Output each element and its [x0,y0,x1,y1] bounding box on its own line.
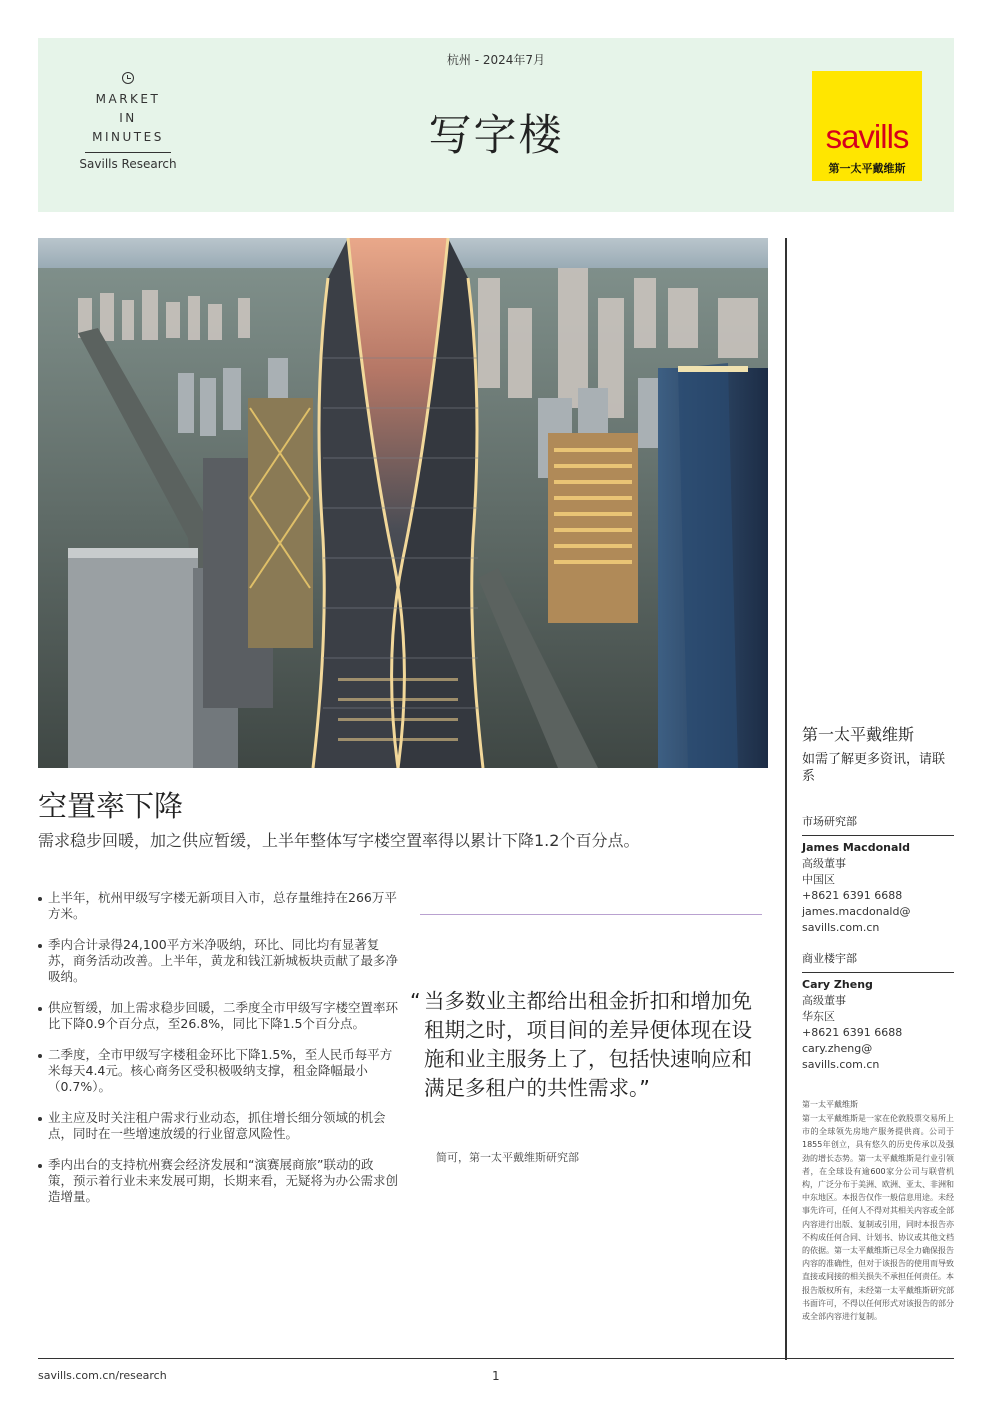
contact-phone: +8621 6391 6688 [802,1026,903,1039]
contact-sidebar [802,722,954,1323]
department-heading: 市场研究部 [802,813,954,836]
savills-logo-cn: 第一太平戴维斯 [828,162,906,175]
clock-icon [122,72,134,84]
key-points-list [38,890,398,1220]
contact-region: 华东区 [802,1010,835,1023]
quote-text: 当多数业主都给出租金折扣和增加免租期之时，项目间的差异便体现在设施和业主服务上了，包括快速响应和满足多租户的共性需求。” [424,989,752,1100]
pull-quote [410,987,760,1103]
savills-logo-word: savills [825,118,909,155]
report-header [38,38,954,212]
contact-email-domain[interactable]: savills.com.cn [802,1058,880,1071]
brand-line: MINUTES [92,130,164,144]
list-item: 季内出台的支持杭州赛会经济发展和“演赛展商旅”联动的政策，预示着行业未来发展可期，长期来看，无疑将为办公需求创造增量。 [38,1157,398,1205]
report-title: 写字楼 [428,111,564,161]
list-item: 二季度，全市甲级写字楼租金环比下降1.5%，至人民币每平方米每天4.4元。核心商务区受积极吸纳支撑，租金降幅最小（0.7%）。 [38,1047,398,1095]
brand-line: IN [119,111,137,125]
footer-link[interactable]: savills.com.cn/research [38,1369,167,1382]
contact-card [802,840,954,936]
list-item: 业主应及时关注租户需求行业动态，抓住增长细分领域的机会点，同时在一些增速放缓的行业留意风险性。 [38,1110,398,1142]
contact-card [802,977,954,1073]
contact-name: Cary Zheng [802,978,873,991]
section-headline: 空置率下降 [38,789,184,823]
contact-email[interactable]: cary.zheng@ [802,1042,873,1055]
list-item: 上半年，杭州甲级写字楼无新项目入市，总存量维持在266万平方米。 [38,890,398,922]
department-heading: 商业楼宇部 [802,950,954,973]
savills-logo [812,71,922,181]
quote-divider [420,914,762,915]
quote-attribution: 简可，第一太平戴维斯研究部 [436,1151,579,1164]
list-item: 供应暂缓，加上需求稳步回暖，二季度全市甲级写字楼空置率环比下降0.9个百分点，至26.8%，同比下降1.5个百分点。 [38,1000,398,1032]
lead-paragraph: 需求稳步回暖，加之供应暂缓，上半年整体写字楼空置率得以累计下降1.2个百分点。 [38,831,640,850]
contact-email[interactable]: james.macdonald@ [802,905,911,918]
list-item: 季内合计录得24,100平方米净吸纳，环比、同比均有显著复苏，商务活动改善。上半年，黄龙和钱江新城板块贡献了最多净吸纳。 [38,937,398,985]
disclaimer-title: 第一太平戴维斯 [802,1100,858,1109]
contact-name: James Macdonald [802,841,911,854]
skyline-photo [38,238,768,768]
disclaimer-text: 第一太平戴维斯是一家在伦敦股票交易所上市的全球领先房地产服务提供商。公司于1855年创立，具有悠久的历史传承以及强劲的增长态势。第一太平戴维斯是行业引领者，在全球设有逾600家分公司与联营机构，广泛分布于美洲、欧洲、亚太、非洲和中东地区。本报告仅作一般信息用途。未经事先许可，任何人不得对其相关内容或全部内容进行出版、复制或引用，同时本报告亦不构成任何合同、计划书、协议或其他文档的依据。第一太平戴维斯已尽全力确保报告内容的准确性，但对于该报告的使用而导致直接或间接的相关损失不承担任何责任。本报告版权所有，未经第一太平戴维斯研究部书面许可，不得以任何形式对该报告的部分或全部内容进行复制。 [802,1114,954,1322]
contact-title: 高级董事 [802,994,846,1007]
contact-title: 高级董事 [802,857,846,870]
quote-open-mark: “ [410,989,421,1013]
report-date: 杭州 - 2024年7月 [446,53,546,67]
contact-email-domain[interactable]: savills.com.cn [802,921,880,934]
brand-line: MARKET [95,92,161,106]
sidebar-company: 第一太平戴维斯 [802,725,915,744]
brand-subtitle: Savills Research [79,157,177,171]
sidebar-prompt: 如需了解更多资讯，请联系 [802,752,946,784]
contact-region: 中国区 [802,873,835,886]
column-divider [785,238,787,1360]
contact-phone: +8621 6391 6688 [802,889,903,902]
footer-divider [38,1358,954,1359]
page-number: 1 [492,1369,500,1383]
